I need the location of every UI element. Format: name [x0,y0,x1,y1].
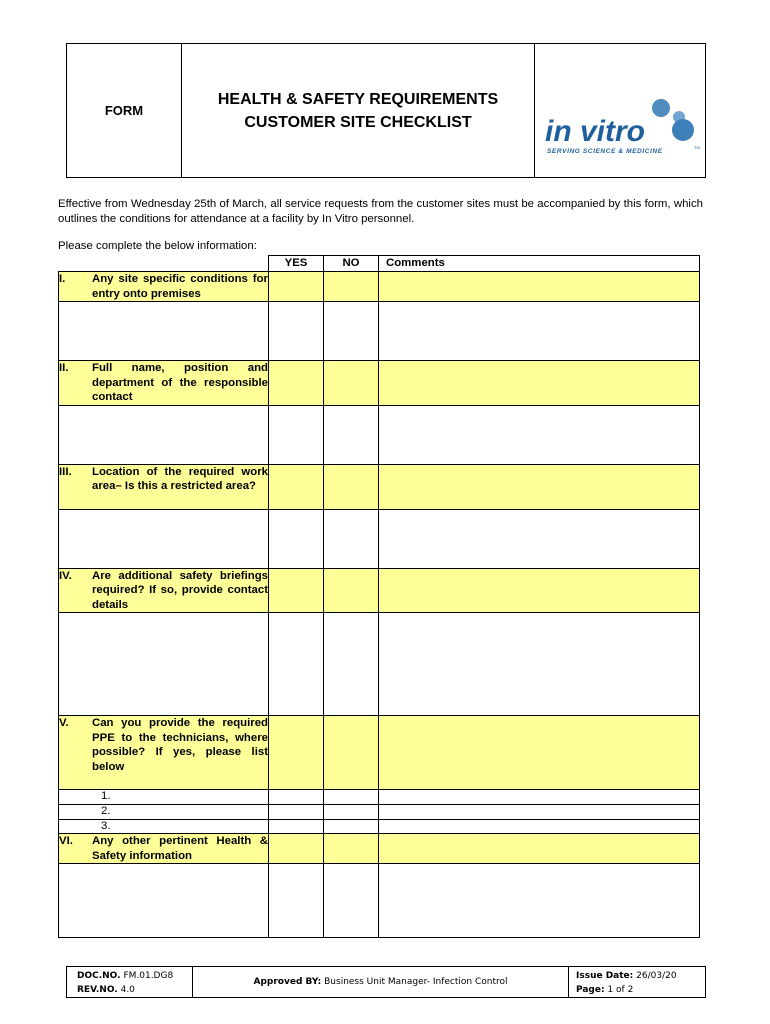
answer-row [59,864,700,938]
ppe-list-cell[interactable] [59,805,269,820]
comments-cell[interactable] [379,716,700,790]
answer-cell[interactable] [59,509,269,568]
question-text: Can you provide the required PPE to the technicians, where possible? If yes, please list below [92,717,268,773]
yes-answer-cell[interactable] [269,613,324,716]
comments-cell[interactable] [379,302,700,361]
question-cell [59,464,269,509]
intro-paragraph: Effective from Wednesday 25th of March, all service requests from the customer sites must be accompanied by this form, which outlines the conditions for attendance at a facility by In Vitro personnel. [58,198,703,225]
form-label: FORM [67,44,182,177]
document-footer [66,966,706,998]
question-number: II. [59,362,69,374]
comments-cell[interactable] [379,613,700,716]
ppe-list-number: 2. [101,805,111,817]
yes-answer-cell[interactable] [269,834,324,864]
no-answer-cell[interactable] [324,864,379,938]
no-answer-cell[interactable] [324,464,379,509]
no-answer-cell[interactable] [324,568,379,613]
list-item [59,790,700,805]
no-answer-cell[interactable] [324,805,379,820]
comments-cell[interactable] [379,509,700,568]
answer-cell[interactable] [59,302,269,361]
no-answer-cell[interactable] [324,302,379,361]
no-answer-cell[interactable] [324,613,379,716]
answer-row [59,405,700,464]
answer-cell[interactable] [59,864,269,938]
question-cell [59,361,269,406]
comments-column-header: Comments [379,256,700,272]
question-text: Are additional safety briefings required? If so, provide contact details [92,569,268,611]
yes-answer-cell[interactable] [269,302,324,361]
question-cell [59,272,269,302]
yes-answer-cell[interactable] [269,790,324,805]
comments-cell[interactable] [379,834,700,864]
question-number: III. [59,465,72,478]
answer-cell[interactable] [59,613,269,716]
question-row [59,464,700,509]
question-cell [59,568,269,613]
issue-date-value: 26/03/20 [636,971,677,981]
comments-cell[interactable] [379,568,700,613]
no-answer-cell[interactable] [324,361,379,406]
answer-cell[interactable] [59,405,269,464]
svg-text:TM: TM [694,145,700,150]
question-cell [59,834,269,864]
question-text: Any other pertinent Health & Safety information [92,835,268,862]
title-line-1: HEALTH & SAFETY REQUIREMENTS [217,90,499,108]
yes-answer-cell[interactable] [269,568,324,613]
yes-answer-cell[interactable] [269,820,324,834]
question-text: Location of the required work area– Is this a restricted area? [92,465,268,492]
question-row [59,272,700,302]
checklist-table [58,255,700,938]
yes-answer-cell[interactable] [269,716,324,790]
doc-no-value: FM.01.DG8 [123,971,174,981]
yes-answer-cell[interactable] [269,864,324,938]
no-column-header: NO [324,256,379,272]
svg-text:SERVING SCIENCE & MEDICINE: SERVING SCIENCE & MEDICINE [547,148,663,155]
document-header [66,43,706,178]
blank-header-cell [59,256,269,272]
question-cell [59,716,269,790]
comments-cell[interactable] [379,361,700,406]
in-vitro-logo-icon [543,99,703,155]
question-row [59,716,700,790]
yes-column-header: YES [269,256,324,272]
approval-info [193,967,569,997]
comments-cell[interactable] [379,405,700,464]
list-item [59,820,700,834]
question-number: I. [59,273,66,285]
page-value: 1 of 2 [607,985,634,995]
no-answer-cell[interactable] [324,405,379,464]
answer-row [59,509,700,568]
no-answer-cell[interactable] [324,509,379,568]
question-number: VI. [59,835,73,847]
question-number: V. [59,717,69,729]
comments-cell[interactable] [379,805,700,820]
issue-info [569,967,705,997]
yes-answer-cell[interactable] [269,509,324,568]
question-row [59,361,700,406]
no-answer-cell[interactable] [324,790,379,805]
approved-by-label: Approved BY: [253,977,322,987]
rev-no-label: REV.NO. [77,985,118,995]
svg-text:in vitro: in vitro [545,115,646,148]
comments-cell[interactable] [379,864,700,938]
ppe-list-cell[interactable] [59,820,269,834]
list-item [59,805,700,820]
yes-answer-cell[interactable] [269,805,324,820]
no-answer-cell[interactable] [324,820,379,834]
comments-cell[interactable] [379,790,700,805]
answer-row [59,302,700,361]
yes-answer-cell[interactable] [269,361,324,406]
ppe-list-cell[interactable] [59,790,269,805]
ppe-list-number: 3. [101,820,111,832]
question-row [59,834,700,864]
approved-by-value: Business Unit Manager- Infection Control [324,977,508,987]
no-answer-cell[interactable] [324,834,379,864]
comments-cell[interactable] [379,464,700,509]
instruction-text: Please complete the below information: [58,240,257,252]
issue-date-label: Issue Date: [576,971,634,981]
question-number: IV. [59,569,72,582]
question-row [59,568,700,613]
title-line-2: CUSTOMER SITE CHECKLIST [244,113,472,131]
yes-answer-cell[interactable] [269,405,324,464]
answer-row [59,613,700,716]
page-label: Page: [576,985,605,995]
yes-answer-cell[interactable] [269,464,324,509]
table-header-row [59,256,700,272]
question-text: Full name, position and department of the responsible contact [92,362,268,403]
comments-cell[interactable] [379,272,700,302]
company-logo [535,44,705,177]
doc-no-label: DOC.NO. [77,971,121,981]
yes-answer-cell[interactable] [269,272,324,302]
no-answer-cell[interactable] [324,716,379,790]
rev-no-value: 4.0 [120,985,135,995]
comments-cell[interactable] [379,820,700,834]
question-text: Any site specific conditions for entry onto premises [92,273,268,300]
ppe-list-number: 1. [101,790,111,802]
document-title [182,44,535,177]
doc-info [67,967,193,997]
no-answer-cell[interactable] [324,272,379,302]
